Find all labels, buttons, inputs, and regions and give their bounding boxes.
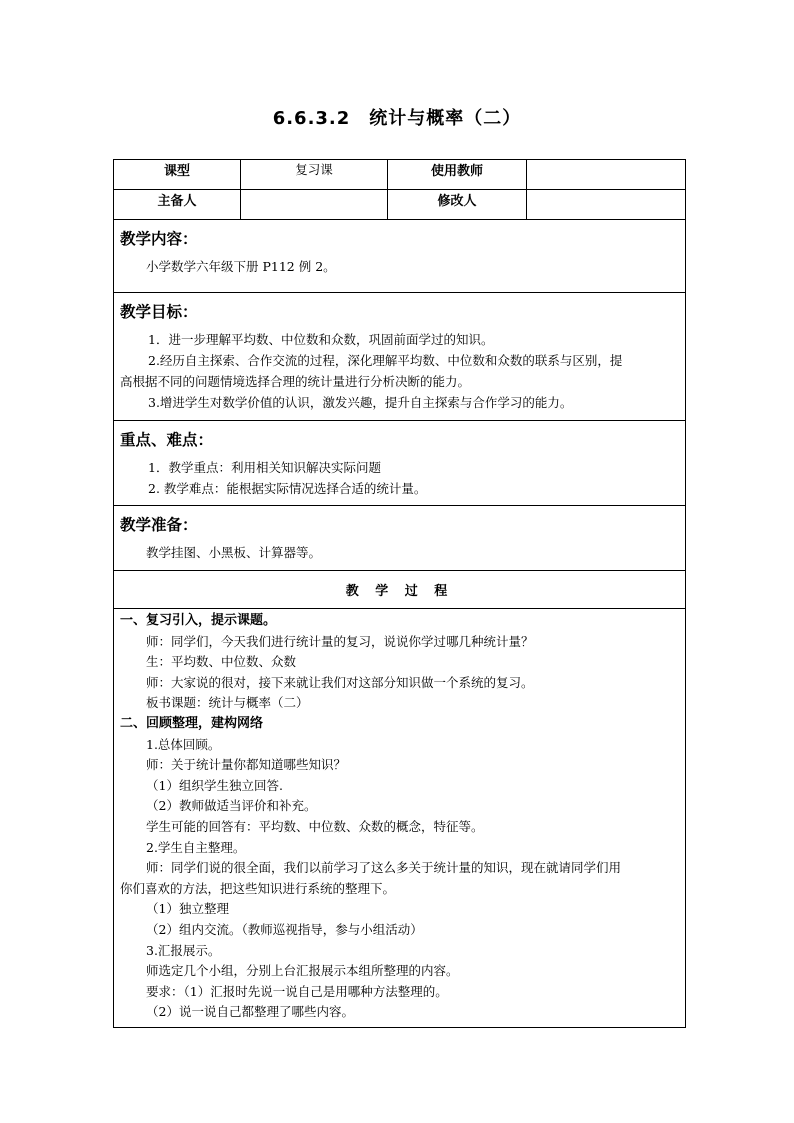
process-line: 要求：（1）汇报时先说一说自己是用哪种方法整理的。 (146, 983, 448, 999)
process-line: 二、回顾整理，建构网络 (120, 715, 264, 731)
process-section (114, 609, 686, 1028)
lesson-plan-table (113, 159, 686, 1028)
process-line: 师：大家说的很对，接下来就让我们对这部分知识做一个系统的复习。 (146, 674, 534, 690)
key-point-item: 2. 教学难点：能根据实际情况选择合适的统计量。 (148, 481, 427, 496)
process-line: 你们喜欢的方法，把这些知识进行系统的整理下。 (120, 880, 396, 896)
goal-item: 2.经历自主探索、合作交流的过程，深化理解平均数、中位数和众数的联系与区别，提 (148, 353, 623, 368)
content-title: 教学内容： (120, 230, 198, 248)
header-row-2 (114, 190, 686, 220)
preparation-text: 教学挂图、小黑板、计算器等。 (146, 545, 322, 560)
goal-item: 1．进一步理解平均数、中位数和众数，巩固前面学过的知识。 (148, 332, 494, 347)
preparer-value (241, 190, 388, 220)
key-points-title: 重点、难点： (120, 431, 214, 449)
process-line: 1.总体回顾。 (146, 736, 221, 752)
goal-item: 3.增进学生对数学价值的认识，激发兴趣，提升自主探索与合作学习的能力。 (148, 395, 573, 410)
process-line: （2）组内交流。（教师巡视指导，参与小组活动） (146, 921, 423, 937)
process-line: 师选定几个小组，分别上台汇报展示本组所整理的内容。 (146, 963, 459, 979)
page-title: 6.6.3.2 统计与概率（二） (272, 108, 522, 129)
process-line: （2）说一说自己都整理了哪些内容。 (146, 1004, 354, 1020)
process-header-row (114, 571, 686, 609)
process-line: 师：同学们，今天我们进行统计量的复习，说说你学过哪几种统计量？ (146, 633, 534, 649)
process-line: 师：同学们说的很全面，我们以前学习了这么多关于统计量的知识，现在就请同学们用 (146, 860, 622, 876)
teacher-label: 使用教师 (388, 160, 527, 190)
process-line: 板书课题：统计与概率（二） (146, 695, 309, 711)
key-point-item: 1．教学重点：利用相关知识解决实际问题 (148, 460, 381, 475)
reviser-label: 修改人 (388, 190, 527, 220)
process-line: 生：平均数、中位数、众数 (146, 654, 297, 670)
preparer-label: 主备人 (114, 190, 241, 220)
process-line: 师：关于统计量你都知道哪些知识？ (146, 757, 347, 773)
goals-title: 教学目标： (120, 303, 198, 321)
content-section (114, 220, 686, 293)
process-line: 2.学生自主整理。 (146, 839, 246, 855)
type-value: 复习课 (241, 160, 388, 190)
key-points-section (114, 421, 686, 506)
process-line: 3.汇报展示。 (146, 942, 221, 958)
preparation-title: 教学准备： (120, 516, 198, 534)
process-line: 学生可能的回答有：平均数、中位数、众数的概念，特征等。 (146, 818, 484, 834)
type-label: 课型 (114, 160, 241, 190)
process-line: （1）独立整理 (146, 901, 229, 917)
content-text: 小学数学六年级下册 P112 例 2。 (146, 259, 336, 274)
header-row-1 (114, 160, 686, 190)
preparation-section (114, 506, 686, 571)
process-title: 教 学 过 程 (114, 571, 686, 609)
process-line: （1）组织学生独立回答. (146, 777, 283, 793)
goals-section (114, 293, 686, 421)
goal-item: 高根据不同的问题情境选择合理的统计量进行分析决断的能力。 (120, 374, 471, 389)
teacher-value (527, 160, 686, 190)
process-line: 一、复习引入，提示课题。 (120, 613, 277, 628)
process-line: （2）教师做适当评价和补充。 (146, 798, 317, 814)
reviser-value (527, 190, 686, 220)
